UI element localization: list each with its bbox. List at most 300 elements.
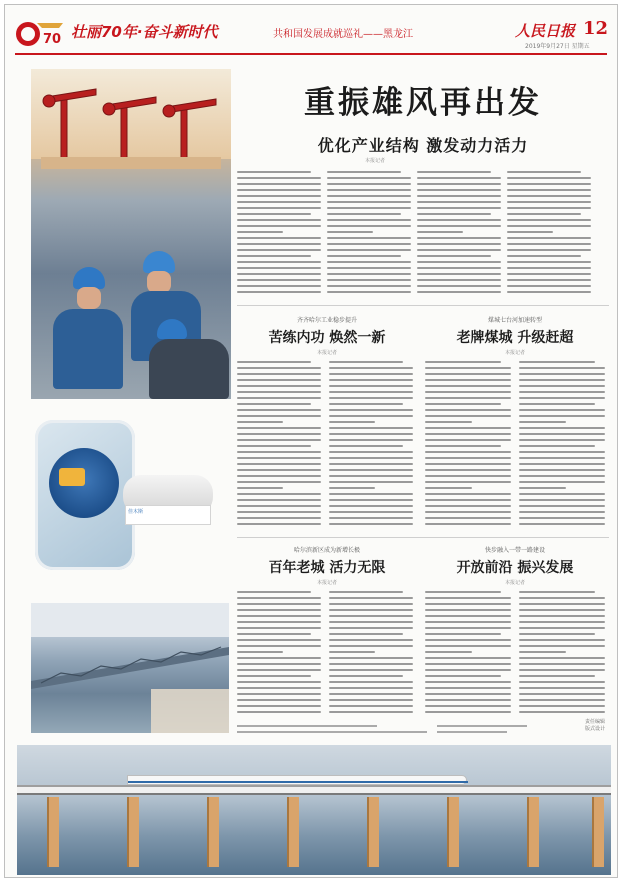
- text-line: [327, 171, 401, 173]
- text-line: [329, 481, 413, 483]
- section-3-title: 百年老城 活力无限: [268, 560, 386, 576]
- text-line: [237, 373, 321, 375]
- text-line: [519, 379, 605, 381]
- bridge-pier: [207, 797, 219, 867]
- text-line: [519, 433, 605, 435]
- text-line: [519, 505, 605, 507]
- text-line: [237, 627, 321, 629]
- text-line: [237, 391, 321, 393]
- text-line: [329, 397, 413, 399]
- text-line: [507, 231, 553, 233]
- worker-helmet-1: [73, 267, 105, 289]
- main-article-col-1: [237, 171, 321, 299]
- text-line: [237, 279, 321, 281]
- issue-date: 2019年9月27日 星期五: [525, 43, 590, 50]
- text-line: [519, 609, 605, 611]
- text-line: [417, 261, 501, 263]
- bridge-deck: [17, 785, 611, 795]
- text-line: [329, 493, 413, 495]
- text-line: [327, 189, 411, 191]
- text-line: [519, 445, 595, 447]
- text-line: [425, 361, 501, 363]
- text-line: [329, 615, 413, 617]
- paper-masthead: 人民日报: [515, 22, 576, 40]
- text-line: [425, 615, 511, 617]
- text-line: [237, 433, 321, 435]
- text-line: [425, 427, 511, 429]
- text-line: [329, 403, 403, 405]
- text-line: [237, 699, 321, 701]
- text-line: [519, 681, 605, 683]
- high-speed-train: [127, 775, 467, 785]
- text-line: [329, 639, 413, 641]
- text-line: [519, 439, 605, 441]
- text-line: [417, 255, 491, 257]
- text-line: [519, 361, 595, 363]
- text-line: [519, 487, 566, 489]
- text-line: [329, 457, 413, 459]
- text-line: [507, 237, 591, 239]
- text-line: [417, 231, 463, 233]
- text-line: [329, 597, 413, 599]
- text-line: [329, 517, 413, 519]
- text-line: [237, 291, 321, 293]
- text-line: [519, 523, 605, 525]
- text-line: [237, 457, 321, 459]
- worker-body-1: [53, 309, 123, 389]
- text-line: [237, 499, 321, 501]
- page-header: [15, 17, 607, 51]
- section-1-col-2: [329, 361, 413, 531]
- text-line: [237, 511, 321, 513]
- text-line: [237, 651, 283, 653]
- text-line: [237, 409, 321, 411]
- text-line: [329, 451, 413, 453]
- text-line: [329, 475, 413, 477]
- text-line: [519, 615, 605, 617]
- text-line: [519, 469, 605, 471]
- text-line: [507, 171, 581, 173]
- text-line: [425, 379, 511, 381]
- text-line: [507, 291, 591, 293]
- text-line: [237, 603, 321, 605]
- text-line: [329, 699, 413, 701]
- text-line: [237, 693, 321, 695]
- section-divider-top: [237, 305, 609, 306]
- meter-badge: [59, 468, 85, 486]
- text-line: [329, 361, 403, 363]
- text-line: [329, 367, 413, 369]
- section-2-kicker: 煤城七台河加速转型: [487, 317, 542, 324]
- text-line: [329, 391, 413, 393]
- text-line: [519, 663, 605, 665]
- text-line: [329, 603, 413, 605]
- text-line: [507, 249, 591, 251]
- text-line: [237, 403, 311, 405]
- text-line: [327, 255, 401, 257]
- text-line: [425, 627, 511, 629]
- section-3-kicker: 哈尔滨新区成为新增长极: [293, 547, 360, 554]
- text-line: [519, 669, 605, 671]
- page-subtitle: 优化产业结构 激发动力活力: [317, 136, 529, 155]
- text-line: [329, 385, 413, 387]
- newspaper-page: [4, 4, 618, 878]
- worker-face-2: [147, 271, 171, 293]
- text-line: [519, 603, 605, 605]
- text-line: [507, 273, 591, 275]
- section-4-title: 开放前沿 振兴发展: [456, 560, 574, 576]
- text-line: [237, 687, 321, 689]
- text-line: [327, 243, 411, 245]
- bridge-train-photo: [17, 745, 611, 875]
- text-line: [329, 669, 413, 671]
- text-line: [237, 361, 311, 363]
- section-4-col-1: [425, 591, 511, 717]
- text-line: [237, 669, 321, 671]
- text-line: [329, 421, 375, 423]
- text-line: [425, 597, 511, 599]
- text-line: [507, 267, 591, 269]
- text-line: [237, 267, 321, 269]
- text-line: [519, 693, 605, 695]
- text-line: [425, 591, 501, 593]
- text-line: [507, 219, 591, 221]
- text-line: [425, 493, 511, 495]
- text-line: [519, 651, 566, 653]
- text-line: [417, 189, 501, 191]
- text-line: [237, 249, 321, 251]
- text-line: [519, 451, 605, 453]
- text-line: [417, 249, 501, 251]
- text-line: [425, 645, 511, 647]
- text-line: [329, 415, 413, 417]
- text-line: [519, 499, 605, 501]
- text-line: [507, 183, 591, 185]
- text-line: [237, 213, 311, 215]
- text-line: [237, 463, 321, 465]
- text-line: [327, 177, 411, 179]
- text-line: [237, 195, 321, 197]
- text-line: [507, 285, 591, 287]
- text-line: [519, 457, 605, 459]
- bridge-pier: [127, 797, 139, 867]
- text-line: [417, 237, 501, 239]
- worker-helmet-2: [143, 251, 175, 273]
- text-line: [237, 633, 311, 635]
- text-line: [237, 451, 321, 453]
- text-line: [237, 445, 311, 447]
- text-line: [329, 439, 413, 441]
- header-rule: [15, 53, 607, 55]
- text-line: [237, 225, 321, 227]
- text-line: [237, 475, 321, 477]
- text-line: [417, 213, 491, 215]
- section-1-title: 苦练内功 焕然一新: [268, 330, 386, 346]
- text-line: [507, 189, 591, 191]
- text-line: [425, 373, 511, 375]
- text-line: [519, 687, 605, 689]
- text-line: [425, 457, 511, 459]
- text-line: [417, 207, 501, 209]
- text-line: [519, 427, 605, 429]
- text-line: [327, 285, 411, 287]
- text-line: [237, 597, 321, 599]
- text-line: [507, 177, 591, 179]
- text-line: [425, 397, 511, 399]
- section-4-col-2: [519, 591, 605, 717]
- section-1-col-1: [237, 361, 321, 531]
- text-line: [425, 639, 511, 641]
- text-line: [425, 505, 511, 507]
- text-line: [237, 493, 321, 495]
- text-line: [237, 231, 283, 233]
- text-line: [425, 633, 501, 635]
- text-line: [417, 273, 501, 275]
- text-line: [507, 279, 591, 281]
- text-line: [329, 409, 413, 411]
- text-line: [519, 493, 605, 495]
- text-line: [425, 463, 511, 465]
- text-line: [519, 421, 566, 423]
- text-line: [237, 219, 321, 221]
- section-4-byline: 本报记者: [504, 580, 525, 586]
- main-article-col-4: [507, 171, 591, 299]
- text-line: [425, 663, 511, 665]
- text-line: [329, 445, 403, 447]
- text-line: [329, 591, 403, 593]
- text-line: [425, 415, 511, 417]
- text-line: [237, 505, 321, 507]
- text-line: [425, 699, 511, 701]
- text-line: [425, 517, 511, 519]
- header-subslogan: 共和国发展成就巡礼——黑龙江: [273, 29, 413, 40]
- photo-captions: [237, 723, 537, 742]
- text-line: [237, 177, 321, 179]
- text-line: [237, 427, 321, 429]
- text-line: [519, 639, 605, 641]
- text-line: [425, 675, 501, 677]
- text-line: [237, 415, 321, 417]
- text-line: [237, 591, 311, 593]
- text-line: [425, 481, 511, 483]
- section-3-byline: 本报记者: [316, 580, 337, 586]
- text-line: [329, 705, 413, 707]
- worker-face-1: [77, 287, 101, 309]
- text-line: [237, 621, 321, 623]
- text-line: [237, 663, 321, 665]
- text-line: [237, 255, 311, 257]
- text-line: [329, 627, 413, 629]
- section-1-byline: 本报记者: [316, 350, 337, 356]
- text-line: [425, 523, 511, 525]
- text-line: [519, 415, 605, 417]
- text-line: [425, 711, 511, 713]
- text-line: [417, 279, 501, 281]
- text-line: [417, 171, 491, 173]
- text-line: [417, 195, 501, 197]
- text-line: [519, 463, 605, 465]
- section-2-byline: 本报记者: [504, 350, 525, 356]
- editor-credit: [545, 719, 605, 733]
- text-line: [519, 409, 605, 411]
- text-line: [329, 379, 413, 381]
- section-2-col-1: [425, 361, 511, 531]
- text-line: [327, 213, 401, 215]
- text-line: [417, 201, 501, 203]
- section-4-kicker: 快步融入一带一路建设: [484, 547, 545, 554]
- text-line: [327, 207, 411, 209]
- caption-lines: [237, 723, 537, 739]
- text-line: [237, 367, 321, 369]
- bridge-pier: [287, 797, 299, 867]
- text-line: [417, 243, 501, 245]
- text-line: [237, 261, 321, 263]
- text-line: [329, 645, 413, 647]
- text-line: [237, 675, 311, 677]
- text-line: [237, 189, 321, 191]
- text-line: [519, 475, 605, 477]
- text-line: [237, 523, 321, 525]
- text-line: [507, 195, 591, 197]
- text-line: [329, 651, 375, 653]
- text-line: [237, 681, 321, 683]
- text-line: [237, 645, 321, 647]
- text-line: [329, 427, 413, 429]
- text-line: [329, 463, 413, 465]
- text-line: [425, 669, 511, 671]
- page-number: 12: [583, 18, 609, 39]
- text-line: [327, 273, 411, 275]
- section-1-kicker: 齐齐哈尔工业稳步提升: [296, 317, 357, 324]
- gas-meter-photo: [35, 420, 135, 570]
- text-line: [425, 511, 511, 513]
- text-line: [425, 391, 511, 393]
- river-bridge-photo: [31, 603, 229, 733]
- text-line: [237, 487, 283, 489]
- text-line: [329, 663, 413, 665]
- text-line: [519, 627, 605, 629]
- section-2-title: 老牌煤城 升级赶超: [456, 330, 574, 346]
- text-line: [237, 243, 321, 245]
- text-line: [327, 261, 411, 263]
- text-line: [519, 675, 595, 677]
- text-line: [425, 705, 511, 707]
- text-line: [329, 511, 413, 513]
- text-line: [329, 487, 375, 489]
- text-line: [327, 267, 411, 269]
- truss-bridge-icon: [31, 603, 229, 733]
- text-line: [507, 213, 581, 215]
- text-line: [417, 183, 501, 185]
- text-line: [425, 433, 511, 435]
- text-line: [237, 657, 321, 659]
- text-line: [329, 373, 413, 375]
- text-line: [237, 615, 321, 617]
- text-line: [327, 279, 411, 281]
- logo-number: 70: [43, 32, 62, 47]
- hero-photo-workers: [31, 69, 231, 399]
- text-line: [519, 391, 605, 393]
- text-line: [519, 517, 605, 519]
- text-line: [507, 225, 591, 227]
- text-line: [425, 651, 472, 653]
- text-line: [425, 409, 511, 411]
- text-line: [425, 603, 511, 605]
- text-line: [425, 681, 511, 683]
- text-line: [425, 657, 511, 659]
- text-line: [237, 201, 321, 203]
- text-line: [329, 657, 413, 659]
- text-line: [237, 439, 321, 441]
- text-line: [237, 183, 321, 185]
- text-line: [237, 273, 321, 275]
- text-line: [327, 291, 411, 293]
- text-line: [425, 487, 472, 489]
- bridge-pier: [47, 797, 59, 867]
- text-line: [425, 403, 501, 405]
- text-line: [237, 711, 321, 713]
- section-divider-middle: [237, 537, 609, 538]
- text-line: [417, 225, 501, 227]
- text-line: [237, 379, 321, 381]
- text-line: [237, 171, 311, 173]
- main-byline: 本报记者: [365, 158, 386, 164]
- text-line: [507, 243, 591, 245]
- text-line: [425, 367, 511, 369]
- text-line: [329, 505, 413, 507]
- text-line: [329, 687, 413, 689]
- text-line: [507, 261, 591, 263]
- text-line: [237, 469, 321, 471]
- text-line: [327, 231, 373, 233]
- page-title: 重振雄风再出发: [304, 85, 542, 121]
- text-line: [425, 421, 472, 423]
- section-3-col-2: [329, 591, 413, 717]
- text-line: [425, 609, 511, 611]
- text-line: [425, 693, 511, 695]
- text-line: [507, 201, 591, 203]
- text-line: [329, 433, 413, 435]
- text-line: [329, 523, 413, 525]
- text-line: [237, 207, 321, 209]
- worker-body-3: [149, 339, 229, 399]
- text-line: [329, 675, 403, 677]
- text-line: [329, 499, 413, 501]
- text-line: [237, 385, 321, 387]
- text-line: [507, 255, 581, 257]
- text-line: [327, 249, 411, 251]
- text-line: [425, 445, 501, 447]
- section-3-col-1: [237, 591, 321, 717]
- bridge-pier: [447, 797, 459, 867]
- text-line: [237, 609, 321, 611]
- train-stripe: [128, 781, 468, 783]
- text-line: [237, 639, 321, 641]
- bridge-pier: [527, 797, 539, 867]
- text-line: [519, 397, 605, 399]
- text-line: [329, 609, 413, 611]
- text-line: [237, 481, 321, 483]
- header-slogan: 壮丽70年·奋斗新时代: [71, 23, 218, 41]
- text-line: [519, 711, 605, 713]
- editor-label: 责任编辑: [584, 719, 605, 725]
- text-line: [519, 373, 605, 375]
- text-line: [519, 385, 605, 387]
- text-line: [425, 469, 511, 471]
- text-line: [237, 237, 321, 239]
- text-line: [327, 183, 411, 185]
- text-line: [425, 621, 511, 623]
